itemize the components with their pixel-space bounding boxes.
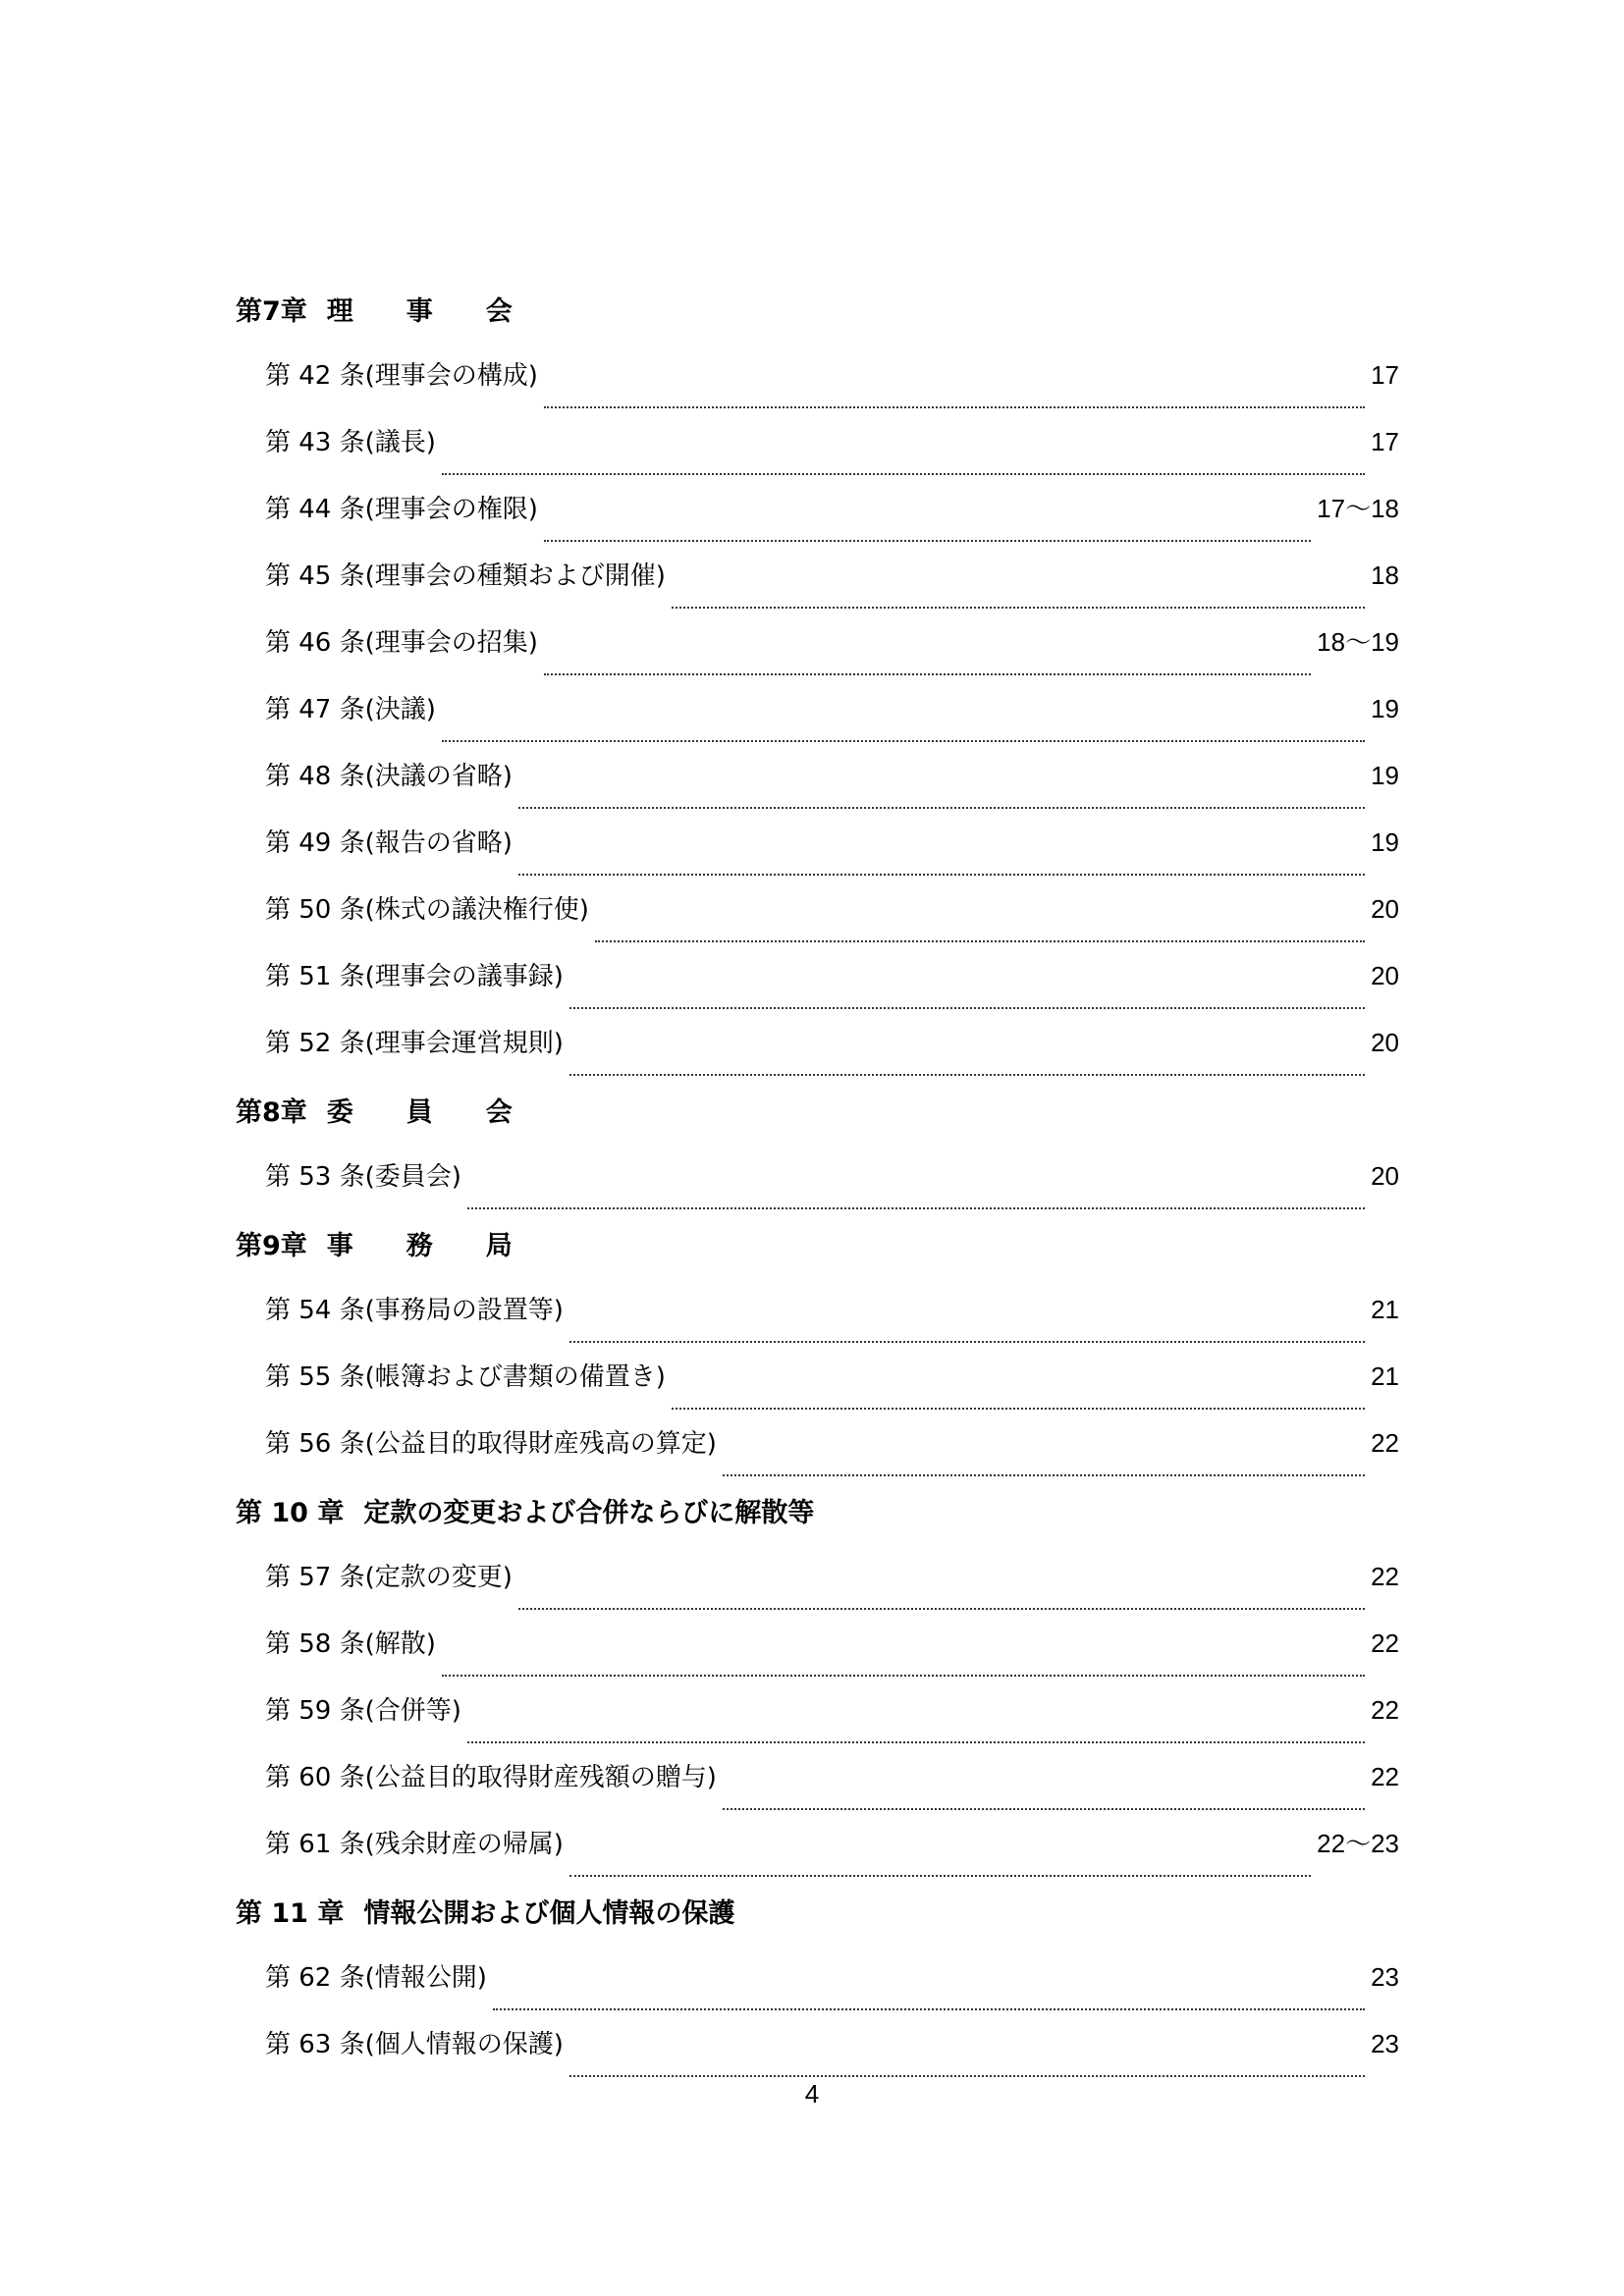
dot-leader (493, 1983, 1365, 2010)
article-page-ref: 20 (1371, 1028, 1399, 1057)
article-page-ref: 22 (1371, 1629, 1399, 1658)
article-page-ref: 17〜18 (1317, 494, 1399, 523)
dot-leader (569, 1048, 1365, 1076)
article-page-ref: 22〜23 (1317, 1829, 1399, 1858)
chapter-number: 第9章 (236, 1230, 307, 1261)
toc-entry[interactable] (236, 1343, 1399, 1410)
article-label: 第 60 条(公益目的取得財産残額の贈与) (265, 1763, 717, 1792)
table-of-contents (236, 275, 1399, 2077)
article-page-ref: 22 (1371, 1562, 1399, 1591)
dot-leader (569, 2050, 1365, 2077)
article-page-ref: 19 (1371, 828, 1399, 857)
toc-entry[interactable] (236, 1610, 1399, 1677)
article-page-ref: 22 (1371, 1695, 1399, 1725)
article-label: 第 62 条(情報公開) (265, 1963, 487, 1993)
chapter-heading (236, 1076, 1399, 1143)
chapter-title: 事 務 局 (326, 1230, 513, 1261)
article-page-ref: 17 (1371, 427, 1399, 456)
article-page-ref: 20 (1371, 1161, 1399, 1191)
article-label: 第 57 条(定款の変更) (265, 1563, 513, 1592)
toc-entry[interactable] (236, 408, 1399, 475)
toc-entry[interactable] (236, 1743, 1399, 1810)
dot-leader (595, 915, 1365, 942)
article-page-ref: 21 (1371, 1295, 1399, 1324)
toc-entry[interactable] (236, 1143, 1399, 1209)
chapter-number: 第 10 章 (236, 1497, 345, 1528)
toc-entry[interactable] (236, 1276, 1399, 1343)
dot-leader (544, 514, 1311, 542)
article-page-ref: 20 (1371, 894, 1399, 924)
chapter-title: 理 事 会 (326, 295, 513, 327)
article-label: 第 45 条(理事会の種類および開催) (265, 561, 666, 591)
article-label: 第 51 条(理事会の議事録) (265, 962, 564, 991)
toc-entry[interactable] (236, 1410, 1399, 1476)
chapter-heading (236, 275, 1399, 342)
article-label: 第 54 条(事務局の設置等) (265, 1296, 564, 1325)
dot-leader (723, 1449, 1365, 1476)
dot-leader (569, 1315, 1365, 1343)
article-page-ref: 18 (1371, 561, 1399, 590)
chapter-heading (236, 1209, 1399, 1276)
article-label: 第 61 条(残余財産の帰属) (265, 1830, 564, 1859)
chapter-title: 情報公開および個人情報の保護 (363, 1897, 735, 1929)
dot-leader (518, 1582, 1365, 1610)
toc-entry[interactable] (236, 542, 1399, 609)
toc-entry[interactable] (236, 1009, 1399, 1076)
article-page-ref: 23 (1371, 1962, 1399, 1992)
article-page-ref: 17 (1371, 360, 1399, 390)
page-number: 4 (804, 2079, 820, 2109)
article-label: 第 43 条(議長) (265, 428, 436, 457)
article-label: 第 59 条(合併等) (265, 1696, 461, 1726)
article-page-ref: 18〜19 (1317, 627, 1399, 657)
chapter-heading (236, 1877, 1399, 1944)
chapter-heading (236, 1476, 1399, 1543)
toc-entry[interactable] (236, 942, 1399, 1009)
toc-entry[interactable] (236, 876, 1399, 942)
toc-entry[interactable] (236, 2010, 1399, 2077)
article-label: 第 47 条(決議) (265, 695, 436, 724)
article-label: 第 58 条(解散) (265, 1629, 436, 1659)
toc-entry[interactable] (236, 609, 1399, 675)
article-page-ref: 22 (1371, 1762, 1399, 1791)
dot-leader (442, 1649, 1365, 1677)
article-page-ref: 20 (1371, 961, 1399, 990)
article-label: 第 49 条(報告の省略) (265, 828, 513, 858)
dot-leader (672, 581, 1365, 609)
dot-leader (672, 1382, 1365, 1410)
article-label: 第 48 条(決議の省略) (265, 762, 513, 791)
article-page-ref: 23 (1371, 2029, 1399, 2058)
dot-leader (518, 781, 1365, 809)
article-page-ref: 19 (1371, 761, 1399, 790)
article-label: 第 63 条(個人情報の保護) (265, 2030, 564, 2059)
toc-entry[interactable] (236, 742, 1399, 809)
dot-leader (467, 1182, 1365, 1209)
dot-leader (442, 448, 1365, 475)
dot-leader (544, 648, 1311, 675)
dot-leader (723, 1783, 1365, 1810)
toc-entry[interactable] (236, 1810, 1399, 1877)
chapter-title: 定款の変更および合併ならびに解散等 (363, 1497, 815, 1528)
article-label: 第 44 条(理事会の権限) (265, 495, 538, 524)
dot-leader (569, 1849, 1311, 1877)
toc-entry[interactable] (236, 809, 1399, 876)
toc-entry[interactable] (236, 475, 1399, 542)
dot-leader (569, 982, 1365, 1009)
toc-entry[interactable] (236, 1944, 1399, 2010)
chapter-title: 委 員 会 (326, 1096, 513, 1128)
toc-entry[interactable] (236, 675, 1399, 742)
article-label: 第 52 条(理事会運営規則) (265, 1029, 564, 1058)
article-label: 第 55 条(帳簿および書類の備置き) (265, 1362, 666, 1392)
chapter-number: 第8章 (236, 1096, 307, 1128)
dot-leader (442, 715, 1365, 742)
article-label: 第 46 条(理事会の招集) (265, 628, 538, 658)
article-label: 第 56 条(公益目的取得財産残高の算定) (265, 1429, 717, 1459)
dot-leader (518, 848, 1365, 876)
chapter-number: 第 11 章 (236, 1897, 345, 1929)
toc-entry[interactable] (236, 342, 1399, 408)
dot-leader (544, 381, 1365, 408)
article-label: 第 42 条(理事会の構成) (265, 361, 538, 391)
article-label: 第 53 条(委員会) (265, 1162, 461, 1192)
dot-leader (467, 1716, 1365, 1743)
toc-entry[interactable] (236, 1677, 1399, 1743)
article-label: 第 50 条(株式の議決権行使) (265, 895, 589, 925)
article-page-ref: 21 (1371, 1362, 1399, 1391)
article-page-ref: 22 (1371, 1428, 1399, 1458)
chapter-number: 第7章 (236, 295, 307, 327)
article-page-ref: 19 (1371, 694, 1399, 723)
toc-entry[interactable] (236, 1543, 1399, 1610)
